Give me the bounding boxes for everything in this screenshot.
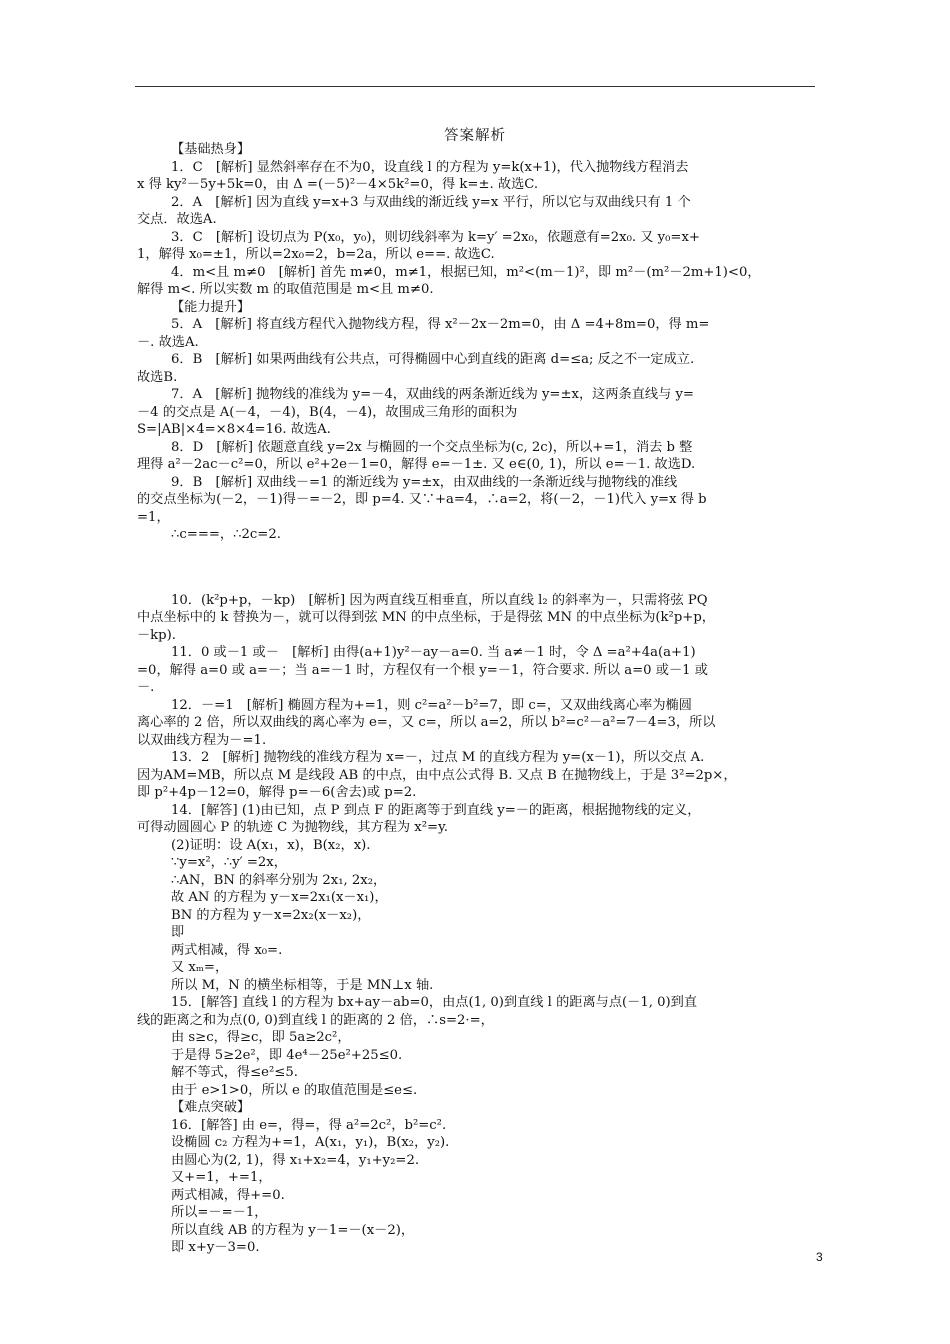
text-line: 所以 M，N 的横坐标相等，于是 MN⊥x 轴. xyxy=(171,977,434,993)
text-line: 线的距离之和为点(0, 0)到直线 l 的距离的 2 倍，∴s=2·=， xyxy=(137,1012,494,1028)
text-line: =0，解得 a=0 或 a=－；当 a=－1 时，方程仅有一个根 y=－1，符合要求. 所以 a=0 或－1 或 xyxy=(137,662,708,678)
text-line: 10．(k²p+p，－kp) [解析] 因为两直线互相垂直，所以直线 l₂ 的斜率为－，只需将弦 PQ xyxy=(171,592,708,608)
text-line: 离心率的 2 倍，所以双曲线的离心率为 e=，又 c=，所以 a=2，所以 b²=c²－a²=7－4=3，所以 xyxy=(137,715,716,730)
text-line: ∴AN，BN 的斜率分别为 2x₁, 2x₂， xyxy=(171,872,387,888)
text-line: 7．A [解析] 抛物线的准线为 y=－4，双曲线的两条渐近线为 y=±x，这两条直线与 y= xyxy=(171,387,694,402)
text-line: 8．D [解析] 依题意直线 y=2x 与椭圆的一个交点坐标为(c, 2c)，所以+=1，消去 b 整 xyxy=(171,439,693,455)
text-line: 因为AM=MB，所以点 M 是线段 AB 的中点，由中点公式得 B. 又点 B 在抛物线上，于是 3²=2p×， xyxy=(137,767,737,783)
text-line: 即 xyxy=(171,925,185,940)
text-line: ∴c===，∴2c=2. xyxy=(171,527,281,542)
text-line: 解不等式，得≤e²≤5. xyxy=(171,1065,298,1080)
text-line: (2)证明：设 A(x₁，x)，B(x₂，x). xyxy=(171,837,371,853)
text-line: 【能力提升】 xyxy=(171,299,251,315)
text-line: 9．B [解析] 双曲线－=1 的渐近线为 y=±x，由双曲线的一条渐近线与抛物线的准线 xyxy=(171,474,678,490)
text-line: 所以=－=－1， xyxy=(171,1205,268,1220)
answer-body xyxy=(137,141,815,1257)
text-line: 以双曲线方程为－=1. xyxy=(137,732,267,748)
text-line: 11．0 或－1 或－ [解析] 由得(a+1)y²－ay－a=0. 当 a≠－1 时，令 Δ =a²+4a(a+1) xyxy=(171,645,696,660)
text-line: 设椭圆 c₂ 方程为+=1，A(x₁，y₁)，B(x₂，y₂). xyxy=(171,1135,450,1150)
text-line: ∵y=x²，∴y′ =2x， xyxy=(171,855,287,870)
header-rule xyxy=(135,86,815,87)
text-line: 两式相减，得+=0. xyxy=(171,1187,285,1203)
text-line: 5．A [解析] 将直线方程代入抛物线方程，得 x²－2x－2m=0，由 Δ =4+8m=0，得 m= xyxy=(171,317,710,332)
text-line: 于是得 5≥2e²，即 4e⁴－25e²+25≤0. xyxy=(171,1047,403,1063)
text-line: 中点坐标中的 k 替换为－，就可以得到弦 MN 的中点坐标，于是得弦 MN 的中点坐标为(k²p+p， xyxy=(137,610,715,625)
text-line: 6．B [解析] 如果两曲线有公共点，可得椭圆中心到直线的距离 d=≤a; 反之不一定成立. xyxy=(171,352,695,367)
text-line: 1，解得 x₀=±1，所以=2x₀=2，b=2a，所以 e==. 故选C. xyxy=(137,247,495,262)
text-line: 解得 m<. 所以实数 m 的取值范围是 m<且 m≠0. xyxy=(137,282,434,297)
blank-gap xyxy=(137,544,815,592)
text-line: 2．A [解析] 因为直线 y=x+3 与双曲线的渐近线 y=x 平行，所以它与双曲线只有 1 个 xyxy=(171,194,691,210)
text-line: 可得动圆圆心 P 的轨迹 C 为抛物线，其方程为 x²=y. xyxy=(137,820,448,835)
text-line: －kp). xyxy=(137,627,176,643)
text-line: 1．C [解析] 显然斜率存在不为0，设直线 l 的方程为 y=k(x+1)，代入抛物线方程消去 xyxy=(171,159,689,175)
text-line: BN 的方程为 y－x=2x₂(x－x₂)， xyxy=(171,907,371,923)
text-line: 的交点坐标为(－2，－1)得－=－2，即 p=4. 又∵+a=4，∴a=2，将(－2，－1)代入 y=x 得 b xyxy=(137,492,707,507)
text-line: 理得 a²－2ac－c²=0，所以 e²+2e－1=0，解得 e=－1±. 又 e∈(0, 1)，所以 e=－1. 故选D. xyxy=(137,457,696,472)
text-line: 故选B. xyxy=(137,369,178,385)
text-line: 又 xₘ=， xyxy=(171,960,229,975)
text-line: 13．2 [解析] 抛物线的准线方程为 x=－，过点 M 的直线方程为 y=(x－1)，所以交点 A. xyxy=(171,750,705,765)
page-number: 3 xyxy=(816,1250,823,1264)
text-line: 【难点突破】 xyxy=(171,1100,251,1115)
text-line: 两式相减，得 x₀=. xyxy=(171,942,283,958)
text-line: －. 故选A. xyxy=(137,334,199,350)
text-line: 由圆心为(2, 1)，得 x₁+x₂=4，y₁+y₂=2. xyxy=(171,1152,420,1168)
text-line: 又+=1，+=1， xyxy=(171,1170,272,1185)
text-line: 即 x+y－3=0. xyxy=(171,1240,260,1255)
text-line: 交点．故选A. xyxy=(137,212,217,227)
text-line: x 得 ky²－5y+5k=0，由 Δ =(－5)²－4×5k²=0，得 k=±. 故选C. xyxy=(137,177,539,192)
page-title: 答案解析 xyxy=(444,128,506,144)
text-line: －4 的交点是 A(－4，－4)，B(4，－4)，故围成三角形的面积为 xyxy=(137,404,518,420)
text-line: 12．－=1 [解析] 椭圆方程为+=1，则 c²=a²－b²=7，即 c=，又双曲线离心率为椭圆 xyxy=(171,697,692,713)
text-line: 14．[解答] (1)由已知，点 P 到点 F 的距离等于到直线 y=－的距离，根据抛物线的定义， xyxy=(171,802,701,818)
text-line: =1， xyxy=(137,509,170,525)
text-line: 3．C [解析] 设切点为 P(x₀，y₀)，则切线斜率为 k=y′ =2x₀，依题意有=2x₀. 又 y₀=x+ xyxy=(171,229,700,245)
text-line: 15．[解答] 直线 l 的方程为 bx+ay－ab=0，由点(1, 0)到直线 l 的距离与点(－1, 0)到直 xyxy=(171,995,698,1010)
text-line: 16．[解答] 由 e=，得=，得 a²=2c²，b²=c². xyxy=(171,1117,447,1133)
text-line: 故 AN 的方程为 y－x=2x₁(x－x₁)， xyxy=(171,890,388,905)
text-line: 【基础热身】 xyxy=(171,142,251,157)
text-line: 即 p²+4p－12=0，解得 p=－6(舍去)或 p=2. xyxy=(137,785,417,800)
text-line: S=|AB|×4=×8×4=16. 故选A. xyxy=(137,422,331,437)
text-line: 4．m<且 m≠0 [解析] 首先 m≠0，m≠1，根据已知，m²<(m－1)²，即 m²－(m²－2m+1)<0， xyxy=(171,264,761,280)
text-line: 由 s≥c，得≥c，即 5a≥2c²， xyxy=(171,1030,351,1045)
text-line: －. xyxy=(137,680,155,695)
text-line: 所以直线 AB 的方程为 y－1=－(x－2)， xyxy=(171,1222,415,1238)
text-line: 由于 e>1>0，所以 e 的取值范围是≤e≤. xyxy=(171,1082,418,1098)
